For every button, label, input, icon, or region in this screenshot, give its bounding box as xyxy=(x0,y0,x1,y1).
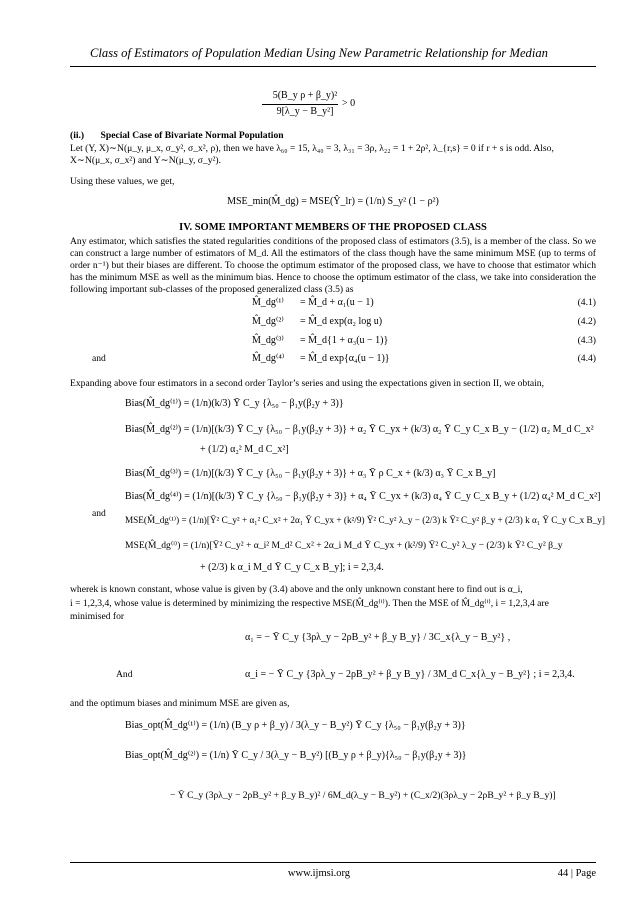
equation-number-4-4: (4.4) xyxy=(577,353,596,364)
estimator-4-lhs: M̂_dg⁽⁴⁾ xyxy=(252,353,285,364)
mse-estimator-i-line-1: MSE(M̂_dg⁽ⁱ⁾) = (1/n)[Ȳ² C_y² + α_i² M_d² C_x² + 2α_i M_d Ȳ C_yx + (k²/9) Ȳ² C_y² λ_y − (2/3) k Ȳ² C_y² β_y xyxy=(125,540,563,551)
bias-estimator-4: Bias(M̂_dg⁽⁴⁾) = (1/n)[(k/3) Ȳ C_y {λ₅₀ − β₁y(β₂y + 3)} + α₄ Ȳ C_yx + (k/3) α₄ Ȳ C_y C_x B_y + (1/2) α₄² M_d C_x²] xyxy=(125,491,601,502)
header-rule xyxy=(70,66,596,67)
subsection-label: (ii.) xyxy=(70,130,85,141)
condition-relation: > 0 xyxy=(342,98,356,109)
bias-estimator-3: Bias(M̂_dg⁽³⁾) = (1/n)[(k/3) Ȳ C_y {λ₅₀ − β₁y(β₂y + 3)} + α₃ Ȳ ρ C_x + (k/3) α₃ Ȳ C_x B_y] xyxy=(125,468,496,479)
section-heading: IV. SOME IMPORTANT MEMBERS OF THE PROPOSED CLASS xyxy=(179,222,487,233)
and-word-2: and xyxy=(92,508,106,519)
bias-opt-1: Bias_opt(M̂_dg⁽¹⁾) = (1/n) (B_y ρ + β_y) / 3(λ_y − B_y²) Ȳ C_y {λ₅₀ − β₁y(β₂y + 3)} xyxy=(125,720,466,731)
and-word-3: And xyxy=(116,669,133,680)
estimator-2-lhs: M̂_dg⁽²⁾ xyxy=(252,316,284,327)
estimator-2-rhs: = M̂_d exp(α₂ log u) xyxy=(300,316,383,327)
estimator-4-rhs: = M̂_d exp{α₄(u − 1)} xyxy=(300,353,390,364)
section-paragraph: Any estimator, which satisfies the stated regularities conditions of the proposed class of estimators (3.5), is a member of the class. So we can construct a large number of estimators of M_d. All the estimators of the class though have the same minimum MSE (up to terms of order n⁻¹) but their biases are different. To choose the optimum estimator of the proposed class, we have to choose that estimator which has the minimum MSE as well as the minimum bias. Hence to choose the optimum estimator of the class, we take into consideration the following important sub-classes of the proposed generalized class (3.5) as xyxy=(70,236,596,295)
bias-estimator-1: Bias(M̂_dg⁽¹⁾) = (1/n)(k/3) Ȳ C_y {λ₅₀ − β₁y(β₂y + 3)} xyxy=(125,398,344,409)
condition-denominator: 9[λ_y − B_y²] xyxy=(276,106,334,117)
estimator-1-lhs: M̂_dg⁽¹⁾ xyxy=(252,297,284,308)
equation-number-4-2: (4.2) xyxy=(577,316,596,327)
mse-estimator-1: MSE(M̂_dg⁽¹⁾) = (1/n)[Ȳ² C_y² + α₁² C_x² + 2α₁ Ȳ C_yx + (k²/9) Ȳ² C_y² λ_y − (2/3) k Ȳ² C_y² β_y + (2/3) k α₁ Ȳ C_y C_x B_y] xyxy=(125,515,605,525)
subsection-heading xyxy=(70,130,596,142)
subsection-title: Special Case of Bivariate Normal Population xyxy=(100,130,284,141)
estimator-3-lhs: M̂_dg⁽³⁾ xyxy=(252,335,284,346)
equation-number-4-1: (4.1) xyxy=(577,297,596,308)
bias-opt-2-line-2: − Ȳ C_y (3ρλ_y − 2ρB_y² + β_y B_y)² / 6M_d(λ_y − B_y²) + (C_x/2)(3ρλ_y − 2ρB_y² + β_y B_y)] xyxy=(170,790,556,801)
where-line-3: minimised for xyxy=(70,611,125,622)
expanding-text: Expanding above four estimators in a second order Taylor’s series and using the expectations given in section II, we obtain, xyxy=(70,378,545,389)
condition-fraction-bar xyxy=(262,104,338,105)
estimator-3-rhs: = M̂_d{1 + α₃(u − 1)} xyxy=(300,335,389,346)
bivariate-line-1: Let (Y, X)∼N(μ_y, μ_x, σ_y², σ_x², ρ), then we have λ₆₀ = 15, λ₄₀ = 3, λ₃₁ = 3ρ, λ₂₂ = 1 + 2ρ², λ_{r,s} = 0 if r + s is odd. Also, xyxy=(70,143,554,154)
equation-number-4-3: (4.3) xyxy=(577,335,596,346)
alpha-1-equation: α₁ = − Ȳ C_y {3ρλ_y − 2ρB_y² + β_y B_y} / 3C_x{λ_y − B_y²} , xyxy=(245,632,511,643)
bias-estimator-2-line-1: Bias(M̂_dg⁽²⁾) = (1/n)[(k/3) Ȳ C_y {λ₅₀ − β₁y(β₂y + 3)} + α₂ Ȳ C_yx + (k/3) α₂ Ȳ C_y C_x B_y − (1/2) α₂ M_d C_x² xyxy=(125,424,594,435)
running-header: Class of Estimators of Population Median Using New Parametric Relationship for Median xyxy=(90,46,548,60)
and-word-1: and xyxy=(92,353,106,364)
mse-estimator-i-line-2: + (2/3) k α_i M_d Ȳ C_y C_x B_y]; i = 2,3,4. xyxy=(200,562,384,573)
footer-url[interactable]: www.ijmsi.org xyxy=(287,868,351,879)
bias-opt-2-line-1: Bias_opt(M̂_dg⁽²⁾) = (1/n) Ȳ C_y / 3(λ_y − B_y²) [(B_y ρ + β_y){λ₅₀ − β₁y(β₂y + 3)} xyxy=(125,750,467,761)
optimum-intro: and the optimum biases and minimum MSE are given as, xyxy=(70,698,290,709)
where-line-1: wherek is known constant, whose value is given by (3.4) above and the only unknown constant here to find out is α_i, xyxy=(70,584,523,595)
using-values-text: Using these values, we get, xyxy=(70,176,175,187)
bivariate-line-2: X∼N(μ_x, σ_x²) and Y∼N(μ_y, σ_y²). xyxy=(70,155,221,166)
mse-min-equation: MSE_min(M̂_dg) = MSE(Ŷ_lr) = (1/n) S_y² (1 − ρ²) xyxy=(227,196,439,207)
condition-numerator: 5(B_y ρ + β_y)² xyxy=(272,90,338,101)
page-number: 44 | Page xyxy=(557,868,596,879)
estimator-1-rhs: = M̂_d + α₁(u − 1) xyxy=(300,297,374,308)
bias-estimator-2-line-2: + (1/2) α₂² M_d C_x²] xyxy=(200,444,289,455)
footer-rule xyxy=(70,862,596,863)
alpha-i-equation: α_i = − Ȳ C_y {3ρλ_y − 2ρB_y² + β_y B_y} / 3M_d C_x{λ_y − B_y²} ; i = 2,3,4. xyxy=(245,669,575,680)
where-line-2: i = 1,2,3,4, whose value is determined by minimizing the respective MSE(M̂_dg⁽ⁱ⁾). Then the MSE of M̂_dg⁽ⁱ⁾, i = 1,2,3,4 are xyxy=(70,598,549,609)
